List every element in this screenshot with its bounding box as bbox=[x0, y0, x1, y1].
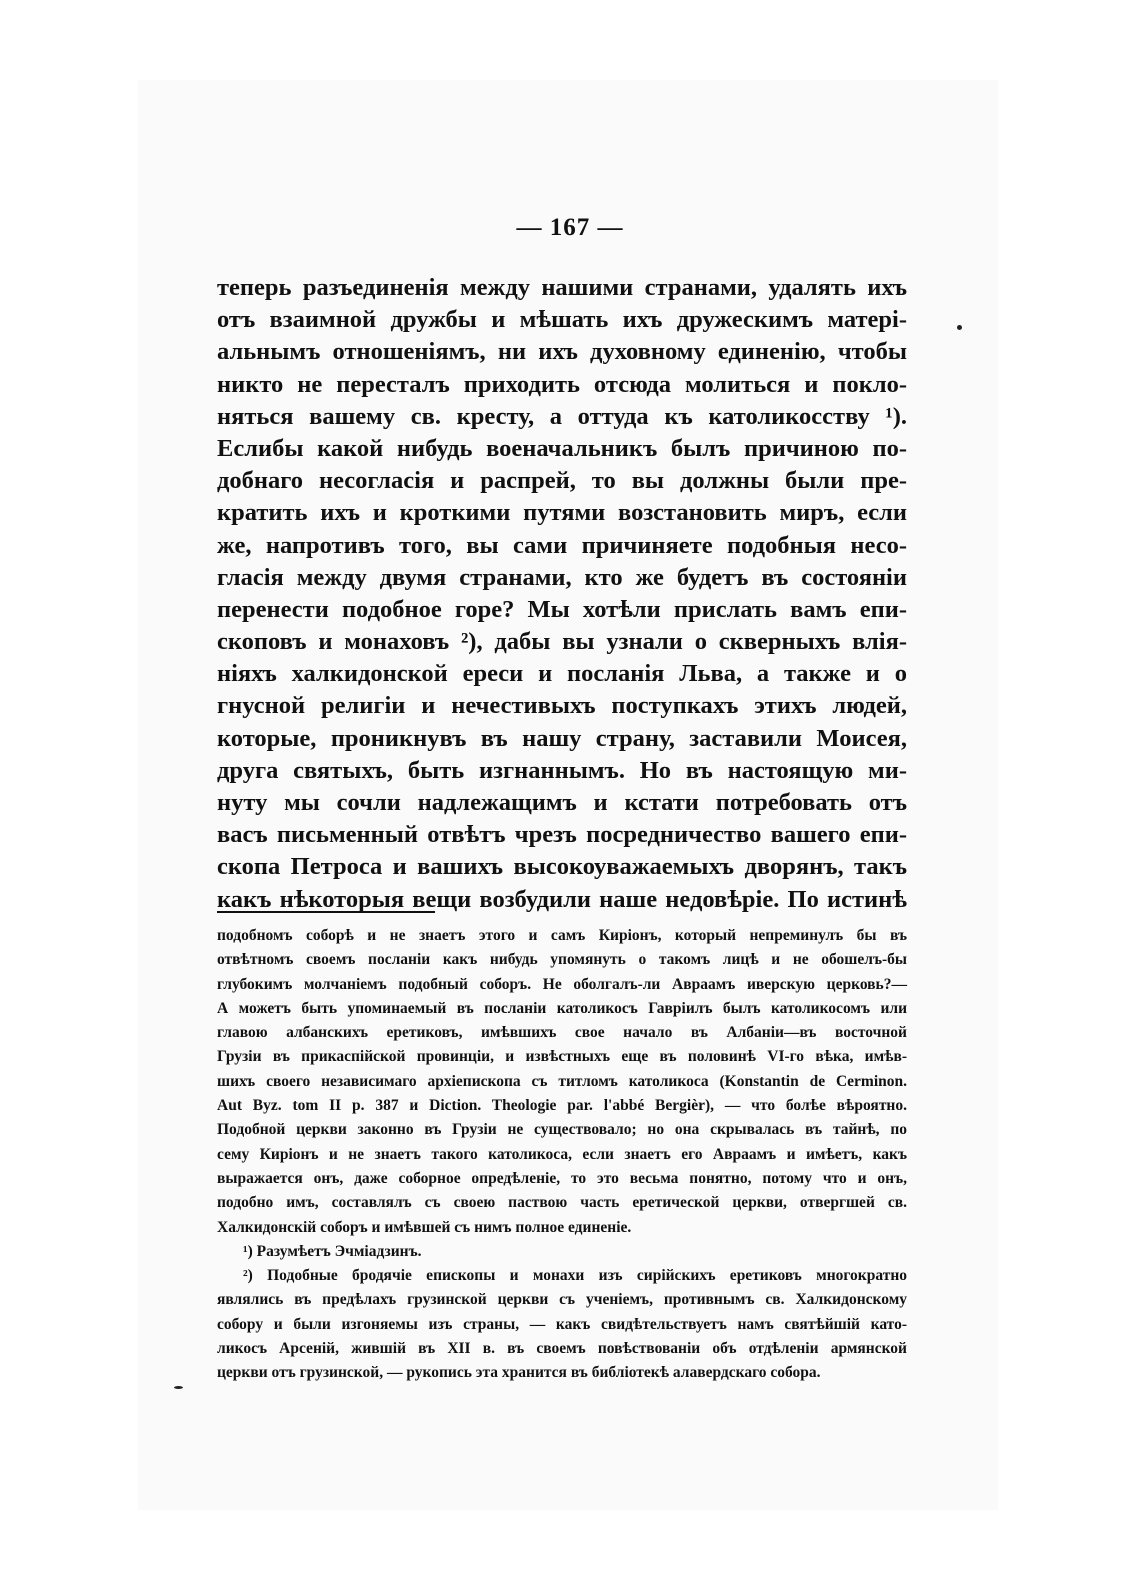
text-line: альнымъ отношеніямъ, ни ихъ духовному единенію, чтобы bbox=[217, 338, 907, 366]
text-line: отъ взаимной дружбы и мѣшать ихъ дружескимъ матері- bbox=[217, 306, 907, 334]
text-line: друга святыхъ, быть изгнаннымъ. Но въ настоящую ми- bbox=[217, 756, 907, 784]
text-line: няться вашему св. кресту, а оттуда къ католикосству ¹). bbox=[217, 402, 907, 430]
footnote-continuation-line: глубокимъ молчаніемъ подобный соборъ. Не оболгалъ-ли Авраамъ иверскую церковь?— bbox=[217, 975, 907, 993]
text-line: которые, проникнувъ въ нашу страну, заставили Моисея, bbox=[217, 724, 907, 752]
text-line: скоповъ и монаховъ ²), дабы вы узнали о скверныхъ влія- bbox=[217, 628, 907, 656]
margin-speck bbox=[957, 325, 962, 330]
text-line: кратить ихъ и кроткими путями возстановить миръ, если bbox=[217, 499, 907, 527]
margin-speck bbox=[174, 1386, 183, 1389]
text-line: добнаго несогласія и распрей, то вы должны были пре- bbox=[217, 467, 907, 495]
text-line: какъ нѣкоторыя вещи возбудили наше недовѣріе. По истинѣ bbox=[217, 885, 907, 913]
page-number: — 167 — bbox=[516, 214, 624, 241]
footnote-2-line: ликосъ Арсеній, жившій въ XII в. въ своемъ повѣствованіи объ отдѣленіи армянской bbox=[217, 1340, 907, 1358]
text-line: же, напротивъ того, вы сами причиняете подобныя несо- bbox=[217, 531, 907, 559]
text-line: теперь разъединенія между нашими странами, удалять ихъ bbox=[217, 274, 907, 301]
text-line: гласія между двумя странами, кто же будетъ въ состояніи bbox=[217, 563, 907, 591]
footnote-1: ¹) Разумѣетъ Эчміадзинъ. bbox=[243, 1242, 422, 1260]
footnote-continuation-line: главою албанскихъ еретиковъ, имѣвшихъ свое начало въ Албаніи—въ восточной bbox=[217, 1024, 907, 1042]
footnote-continuation-line: сему Киріонъ и не знаетъ такого католикоса, если знаетъ его Авраамъ и имѣетъ, какъ bbox=[217, 1145, 907, 1163]
footnote-divider bbox=[217, 911, 435, 913]
text-line: ніяхъ халкидонской ереси и посланія Льва, а также и о bbox=[217, 660, 907, 688]
footnotes-block bbox=[217, 924, 907, 1386]
text-line: васъ письменный отвѣтъ чрезъ посредничество вашего епи- bbox=[217, 821, 907, 849]
footnote-continuation-line: Халкидонскій соборъ и имѣвшей съ нимъ полное единеніе. bbox=[217, 1218, 632, 1236]
footnote-continuation-line: Подобной церкви законно въ Грузіи не существовало; но она скрывалась въ тайнѣ, по bbox=[217, 1121, 907, 1139]
footnote-continuation-line: Aut Byz. tom II p. 387 и Diction. Theologie par. l'abbé Bergièr), — что болѣе вѣроятно. bbox=[217, 1097, 907, 1115]
footnote-continuation-line: Грузіи въ прикаспійской провинціи, и извѣстныхъ еще въ половинѣ VI-го вѣка, имѣв- bbox=[217, 1048, 907, 1066]
footnote-continuation-line: шихъ своего независимаго архіепископа съ титломъ католикоса (Konstantin de Cerminon. bbox=[217, 1072, 907, 1090]
text-line: перенести подобное горе? Мы хотѣли прислать вамъ епи- bbox=[217, 595, 907, 623]
footnote-2-line: собору и были изгоняемы изъ страны, — какъ свидѣтельствуетъ намъ святѣйшій като- bbox=[217, 1315, 907, 1333]
text-line: гнусной религіи и нечестивыхъ поступкахъ этихъ людей, bbox=[217, 692, 907, 720]
footnote-continuation-line: выражается онъ, даже соборное опредѣленіе, то это весьма понятно, потому что и онъ, bbox=[217, 1169, 907, 1187]
text-line: никто не пересталъ приходить отсюда молиться и покло- bbox=[217, 370, 907, 398]
footnote-continuation-line: А можетъ быть упоминаемый въ посланіи католикосъ Гавріилъ былъ католикосомъ или bbox=[217, 999, 907, 1017]
footnote-2-line: ²) Подобные бродячіе епископы и монахи изъ сирійскихъ еретиковъ многократно bbox=[243, 1267, 907, 1285]
footnote-continuation-line: отвѣтномъ своемъ посланіи какъ нибудь упомянуть о такомъ лицѣ и не обошелъ-бы bbox=[217, 951, 907, 969]
text-line: нуту мы сочли надлежащимъ и кстати потребовать отъ bbox=[217, 789, 907, 816]
footnote-2-line: являлись въ предѣлахъ грузинской церкви съ ученіемъ, противнымъ св. Халкидонскому bbox=[217, 1291, 907, 1309]
main-text-block bbox=[217, 272, 907, 916]
footnote-continuation-line: подобномъ соборѣ и не знаетъ этого и самъ Киріонъ, который непреминулъ бы въ bbox=[217, 927, 907, 944]
footnote-continuation-line: подобно имъ, составлялъ съ своею паствою часть еретической церкви, отвергшей св. bbox=[217, 1194, 907, 1212]
text-line: скопа Петроса и вашихъ высокоуважаемыхъ дворянъ, такъ bbox=[217, 853, 907, 881]
footnote-2-line: церкви отъ грузинской, — рукопись эта хранится въ библіотекѣ алавердскаго собора. bbox=[217, 1364, 821, 1382]
text-line: Еслибы какой нибудь военачальникъ былъ причиною по- bbox=[217, 434, 907, 462]
